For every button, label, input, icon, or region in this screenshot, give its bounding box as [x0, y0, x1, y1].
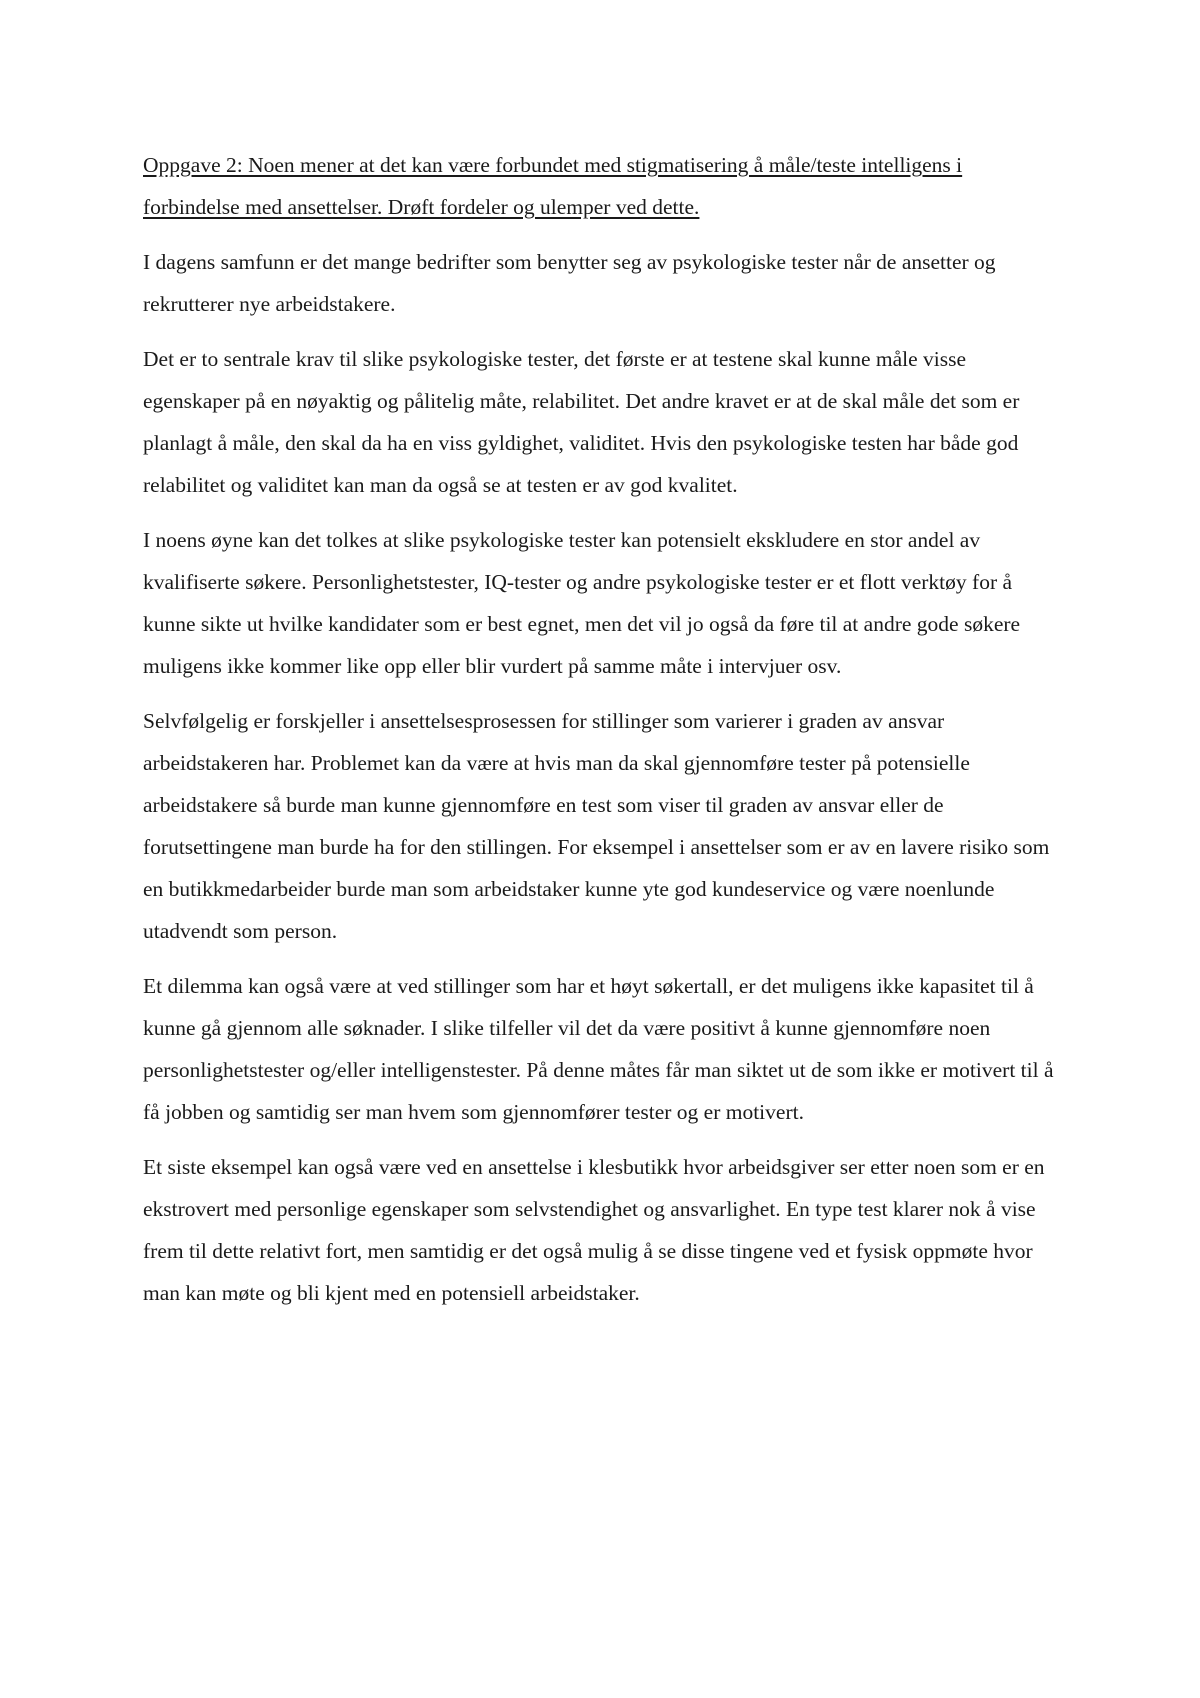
- paragraph-6: Et siste eksempel kan også være ved en ansettelse i klesbutikk hvor arbeidsgiver ser etter noen som er en ekstrovert med personlige egenskaper som selvstendighet og ansvarlighet. En type test klarer nok å vise frem til dette relativt fort, men samtidig er det også mulig å se disse tingene ved et fysisk oppmøte hvor man kan møte og bli kjent med en potensiell arbeidstaker.: [143, 1155, 1045, 1305]
- paragraph-2: Det er to sentrale krav til slike psykologiske tester, det første er at testene skal kunne måle visse egenskaper på en nøyaktig og pålitelig måte, relabilitet. Det andre kravet er at de skal måle det som er planlagt å måle, den skal da ha en viss gyldighet, validitet. Hvis den psykologiske testen har både god relabilitet og validitet kan man da også se at testen er av god kvalitet.: [143, 347, 1020, 497]
- paragraph-1: I dagens samfunn er det mange bedrifter som benytter seg av psykologiske tester når de ansetter og rekrutterer nye arbeidstakere.: [143, 250, 996, 316]
- assignment-heading: Oppgave 2: Noen mener at det kan være forbundet med stigmatisering å måle/teste intelligens i forbindelse med ansettelser. Drøft fordeler og ulemper ved dette.: [143, 153, 963, 219]
- document-body: [143, 144, 1063, 1327]
- paragraph-5: Et dilemma kan også være at ved stillinger som har et høyt søkertall, er det muligens ikke kapasitet til å kunne gå gjennom alle søknader. I slike tilfeller vil det da være positivt å kunne gjennomføre noen personlighetstester og/eller intelligenstester. På denne måtes får man siktet ut de som ikke er motivert til å få jobben og samtidig ser man hvem som gjennomfører tester og er motivert.: [143, 974, 1054, 1124]
- paragraph-4: Selvfølgelig er forskjeller i ansettelsesprosessen for stillinger som varierer i graden av ansvar arbeidstakeren har. Problemet kan da være at hvis man da skal gjennomføre tester på potensielle arbeidstakere så burde man kunne gjennomføre en test som viser til graden av ansvar eller de forutsettingene man burde ha for den stillingen. For eksempel i ansettelser som er av en lavere risiko som en butikkmedarbeider burde man som arbeidstaker kunne yte god kundeservice og være noenlunde utadvendt som person.: [143, 709, 1050, 943]
- paragraph-3: I noens øyne kan det tolkes at slike psykologiske tester kan potensielt ekskludere en stor andel av kvalifiserte søkere. Personlighetstester, IQ-tester og andre psykologiske tester er et flott verktøy for å kunne sikte ut hvilke kandidater som er best egnet, men det vil jo også da føre til at andre gode søkere muligens ikke kommer like opp eller blir vurdert på samme måte i intervjuer osv.: [143, 528, 1021, 678]
